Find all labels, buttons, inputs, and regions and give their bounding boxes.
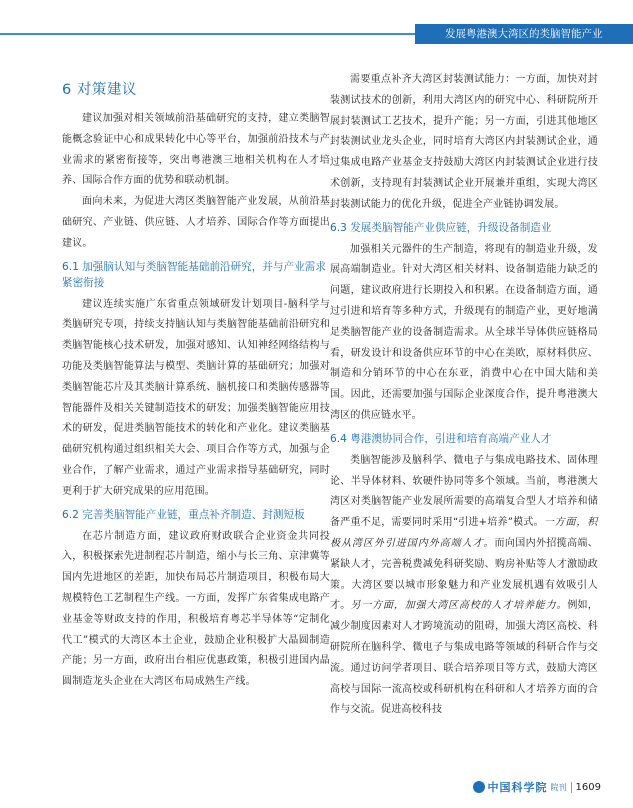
journal-logo xyxy=(473,779,567,795)
journal-suffix: 院刊 xyxy=(550,782,567,792)
header-title: 发展粤港澳大湾区的类脑智能产业 xyxy=(415,24,633,44)
s64-italic-2: 另一方面，加强大湾区高校的人才培养能力。 xyxy=(350,600,568,612)
subsection-6-2-continued: 需要重点补齐大湾区封装测试能力：一方面，加快对封装测试技术的创新，利用大湾区内的研究中心、科研院所开展封装测试工艺技术，提升产能；另一方面，引进其他地区封装测试业龙头企业，同时培育大湾区内封装测试企业，通过集成电路产业基金支持鼓励大湾区内封装测试企业进行技术创新，支持现有封装测试企业开展兼并重组，实现大湾区封装测试能力的优化升级，促进全产业链协调发展。 xyxy=(330,74,598,210)
journal-name: 中国科学院 xyxy=(487,781,548,794)
header-rule xyxy=(0,33,415,35)
section-title: 6 对策建议 xyxy=(62,82,137,98)
running-header xyxy=(0,24,633,44)
subsection-6-2-title: 6.2 完善类脑智能产业链，重点补齐制造、封测短板 xyxy=(62,508,305,521)
subsection-6-4-title: 6.4 粤港澳协同合作，引进和培育高端产业人才 xyxy=(330,432,552,445)
page-footer xyxy=(473,777,601,797)
subsection-6-3-paragraph: 加强相关元器件的生产制造，将现有的制造业升级，发展高端制造业。针对大湾区相关材料、设备制造能力缺乏的问题，建议政府进行长期投入和积累。在设备制造方面，通过引进和培育等多种方式，升级现有的制造产业，更好地满足类脑智能产业的设备制造需求。从全球半导体供应链格局看，研发设计和设备供应环节的中心在美欧，原材料供应、制造和分销环节的中心在东亚，消费中心在中国大陆和美国。因此，还需要加强与国际企业深度合作，提升粤港澳大湾区的供应链水平。 xyxy=(330,243,598,421)
s64-italic-1: 一方面，积极从湾区外引进国内外高端人才。 xyxy=(330,517,598,549)
left-column xyxy=(62,70,330,693)
subsection-6-3-title: 6.3 发展类脑智能产业供应链，升级设备制造业 xyxy=(330,221,552,234)
subsection-6-4-paragraph xyxy=(330,451,598,721)
s64-text-2: 而向国内外招揽高端、紧缺人才，完善税费减免科研奖励、购房补贴等人才激励政策。大湾区要以城市形象魅力和产业发展机遇有效吸引人才。 xyxy=(330,537,598,612)
seal-icon xyxy=(473,781,485,793)
subsection-6-1-title: 6.1 加强脑认知与类脑智能基础前沿研究，并与产业需求紧密衔接 xyxy=(62,260,326,289)
subsection-6-2-paragraph: 在芯片制造方面，建议政府财政联合企业资金共同投入，积极探索先进制程芯片制造，缩小与长三角、京津冀等国内先进地区的差距，加快布局芯片制造项目，积极布局大规模特色工艺制程生产线。一方面，发挥广东省集成电路产业基金等财政支持的作用，积极培育粤芯半导体等“定制化代工”模式的大湾区本土企业，鼓励企业积极扩大晶圆制造产能；另一方面，政府出台相应优惠政策，积极引进国内晶圆制造龙头企业在大湾区布局成熟生产线。 xyxy=(62,530,330,688)
s64-text-3: 例如，减少制度因素对人才跨境流动的阻碍，加强大湾区高校、科研院所在脑科学、微电子与集成电路等领域的科研合作与交流。通过访问学者项目、联合培养项目等方式，鼓励大湾区高校与国际一流高校或科研机构在科研和人才培养方面的合作与交流。促进高校科技 xyxy=(330,600,598,716)
right-column xyxy=(330,70,598,721)
s64-text-1: 类脑智能涉及脑科学、微电子与集成电路技术、固体理论、半导体材料、软硬件协同等多个领域。当前，粤港澳大湾区对类脑智能产业发展所需要的高端复合型人才培养和储备严重不足，需要同时采用“引进+培养”模式。 xyxy=(330,454,598,529)
intro-paragraph-2: 面向未来，为促进大湾区类脑智能产业发展，从前沿基础研究、产业链、供应链、人才培养、国际合作等方面提出建议。 xyxy=(62,196,330,249)
intro-paragraph-1: 建议加强对相关领域前沿基础研究的支持，建立类脑智能概念验证中心和成果转化中心等平台，加强前沿技术与产业需求的紧密衔接等，突出粤港澳三地相关机构在人才培养、国际合作方面的优势和联动机制。 xyxy=(62,113,330,187)
subsection-6-1-paragraph: 建议连续实施广东省重点领域研发计划项目-脑科学与类脑研究专项，持续支持脑认知与类脑智能基础前沿研究和类脑智能核心技术研发，加强对感知、认知神经网络结构与功能及类脑智能算法与模型、类脑计算的基础研究；加强对类脑智能芯片及其类脑计算系统、脑机接口和类脑传感器等智能器件及相关关键制造技术的研发；加强类脑智能应用技术的研发，促进类脑智能技术的转化和产业化。建议类脑基础研究机构通过组织相关大会、项目合作等方式，加强与企业合作，了解产业需求，通过产业需求指导基础研究，同时更利于扩大研究成果的应用范围。 xyxy=(62,298,330,497)
page-number: 1609 xyxy=(571,782,601,793)
